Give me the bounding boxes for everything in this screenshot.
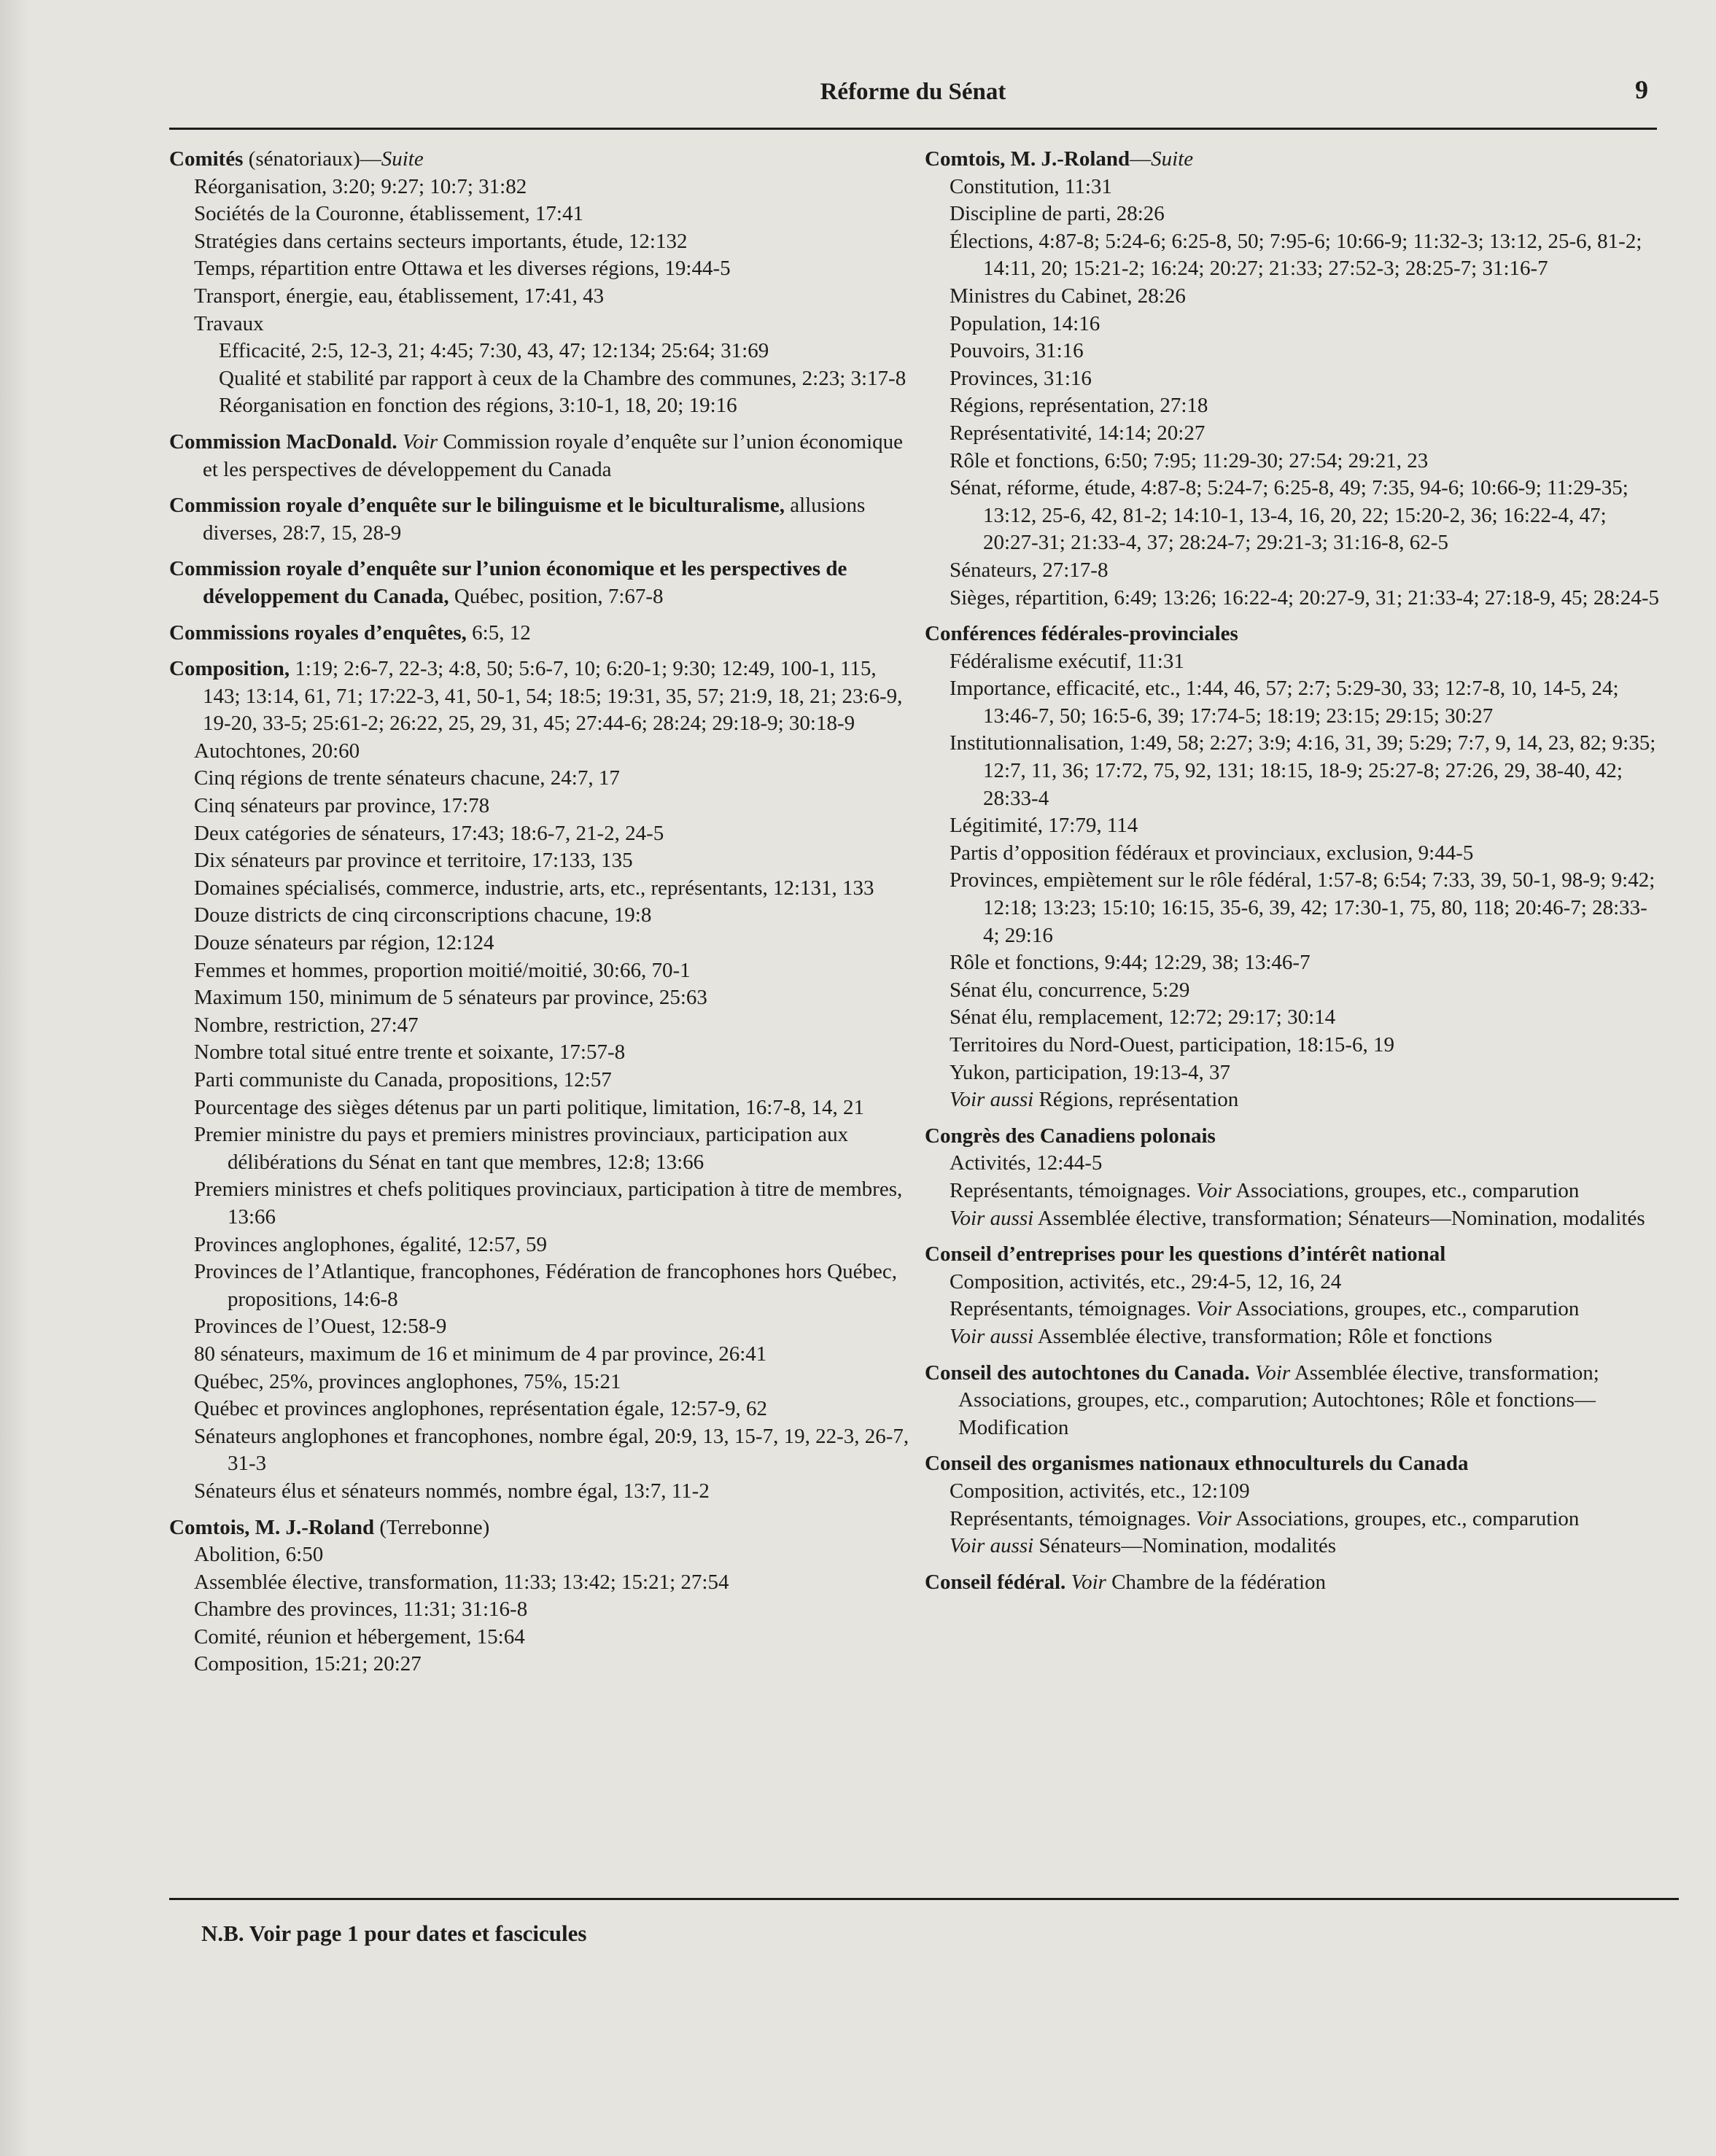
subentry: [925, 174, 1661, 201]
subentry: [169, 957, 913, 985]
entry-heading: [169, 429, 913, 483]
subentry: [169, 365, 913, 393]
subentry-text: Douze districts de cinq circonscriptions chacune, 19:8: [194, 903, 652, 927]
subentry: [925, 1296, 1661, 1323]
subentry: [925, 812, 1661, 840]
subentry: [169, 1258, 913, 1313]
subentry: [169, 984, 913, 1012]
subentry-text: Représentants, témoignages.: [950, 1178, 1197, 1202]
entry-heading-term: Conseil des autochtones du Canada.: [925, 1361, 1250, 1385]
subentry: [169, 1596, 913, 1624]
subentry-text: Parti communiste du Canada, propositions, 12:57: [194, 1068, 612, 1091]
subentry-text: Provinces, empiètement sur le rôle fédéral, 1:57-8; 6:54; 7:33, 39, 50-1, 98-9; 9:42; 12:18; 13:23; 15:10; 16:15, 35-6, 39, 42; 17:30-1, 75, 80, 118; 20:46-7; 28:33-4; 29:16: [950, 868, 1655, 947]
subentry-text: Réorganisation, 3:20; 9:27; 10:7; 31:82: [194, 174, 527, 198]
subentry-text: Dix sénateurs par province et territoire, 17:133, 135: [194, 849, 633, 873]
entry-heading-text: 1:19; 2:6-7, 22-3; 4:8, 50; 5:6-7, 10; 6:20-1; 9:30; 12:49, 100-1, 115, 143; 13:14, 61, 71; 17:22-3, 41, 50-1, 54; 18:5; 19:31, 35, 57; 21:9, 18, 21; 23:6-9, 19-20, 33-5; 25:61-2; 26:22, 25, 29, 31, 45; 27:44-6; 28:24; 29:18-9; 30:18-9: [203, 657, 903, 736]
index-entry: [169, 146, 913, 420]
subentry: [925, 365, 1661, 393]
entry-heading: [169, 492, 913, 547]
page-title: Réforme du Sénat: [820, 79, 1006, 105]
subentry: [925, 730, 1661, 812]
subentry: [925, 1150, 1661, 1178]
index-entry: [925, 1450, 1661, 1560]
subentry-text: Comité, réunion et hébergement, 15:64: [194, 1624, 525, 1649]
index-entry: [925, 1360, 1661, 1442]
subentry: [925, 977, 1661, 1005]
subentry-text: Fédéralisme exécutif, 11:31: [950, 649, 1184, 673]
entry-heading-term: Conseil fédéral.: [925, 1570, 1066, 1594]
subentry-text: Représentants, témoignages.: [950, 1506, 1197, 1530]
subentry-text: Composition, activités, etc., 12:109: [950, 1479, 1250, 1503]
subentry: [169, 1176, 913, 1231]
subentry: [169, 820, 913, 848]
subentry: [169, 1341, 913, 1369]
subentry-text: Représentants, témoignages.: [950, 1297, 1197, 1321]
subentry: [925, 675, 1661, 730]
subentry-text: Sénateurs—Nomination, modalités: [1033, 1534, 1337, 1558]
page-number: 9: [1635, 75, 1648, 104]
subentry-text: Constitution, 11:31: [950, 174, 1112, 198]
subentry: [925, 311, 1661, 338]
subentry-text: 80 sénateurs, maximum de 16 et minimum de 4 par province, 26:41: [194, 1342, 767, 1366]
subentry-text: Institutionnalisation, 1:49, 58; 2:27; 3:9; 4:16, 31, 39; 5:29; 7:7, 9, 14, 23, 82; 9:35; 12:7, 11, 36; 17:72, 75, 92, 131; 18:15, 18-9; 25:27-8; 27:26, 29, 38-40, 42; 28:33-4: [950, 731, 1656, 810]
subentry: [925, 585, 1661, 612]
subentry: [925, 1269, 1661, 1296]
subentry: [925, 557, 1661, 585]
subentry-text: Yukon, participation, 19:13-4, 37: [950, 1060, 1231, 1084]
subentry: [169, 765, 913, 793]
entry-heading-text: allusions diverses, 28:7, 15, 28-9: [203, 494, 866, 545]
subentry-text: Pouvoirs, 31:16: [950, 339, 1084, 363]
subentry: [169, 1121, 913, 1176]
subentry-text: Québec et provinces anglophones, représentation égale, 12:57-9, 62: [194, 1397, 767, 1421]
entry-heading: [925, 1360, 1661, 1442]
subentry-text: Provinces anglophones, égalité, 12:57, 59: [194, 1232, 548, 1256]
cross-reference-label: Voir: [1196, 1506, 1232, 1530]
subentry: [925, 1205, 1661, 1233]
subentry: [169, 1067, 913, 1094]
entry-heading-term: Comtois, M. J.-Roland: [169, 1515, 375, 1539]
subentry: [169, 1478, 913, 1506]
cross-reference-label: Voir: [1196, 1178, 1232, 1202]
subentry-text: Domaines spécialisés, commerce, industrie, arts, etc., représentants, 12:131, 133: [194, 876, 874, 900]
entry-heading-term: Comités: [169, 147, 244, 171]
subentry: [169, 1651, 913, 1678]
subentry-text: Discipline de parti, 28:26: [950, 202, 1165, 226]
subentry: [169, 902, 913, 930]
cross-reference-label: Voir aussi: [950, 1324, 1034, 1348]
subentry-text: Population, 14:16: [950, 311, 1100, 335]
entry-heading: [925, 620, 1661, 648]
subentry-text: Associations, groupes, etc., comparution: [1231, 1178, 1580, 1202]
subentry: [169, 392, 913, 420]
cross-reference-label: Voir aussi: [950, 1088, 1034, 1112]
subentry: [925, 840, 1661, 868]
subentry: [925, 1506, 1661, 1533]
entry-heading-term: Commission royale d’enquête sur le bilinguisme et le biculturalisme,: [169, 494, 785, 518]
entry-heading: [925, 1450, 1661, 1478]
index-entry: [925, 1569, 1661, 1597]
page-binding-shadow: [0, 0, 29, 2156]
subentry: [169, 930, 913, 957]
subentry: [925, 1178, 1661, 1205]
subentry-text: Transport, énergie, eau, établissement, 17:41, 43: [194, 284, 605, 308]
subentry: [925, 1004, 1661, 1032]
entry-heading-text: 6:5, 12: [466, 620, 531, 645]
entry-heading-term: Commissions royales d’enquêtes,: [169, 620, 467, 645]
subentry-text: Sénateurs anglophones et francophones, nombre égal, 20:9, 13, 15-7, 19, 22-3, 26-7, 31-3: [194, 1424, 909, 1476]
subentry-text: Partis d’opposition fédéraux et provinciaux, exclusion, 9:44-5: [950, 841, 1474, 865]
subentry-text: Qualité et stabilité par rapport à ceux de la Chambre des communes, 2:23; 3:17-8: [219, 366, 906, 390]
entry-heading-text: Assemblée élective, transformation; Associations, groupes, etc., comparution; Autochtones; Rôle et fonctions—Modification: [958, 1361, 1599, 1439]
entry-heading: [169, 556, 913, 610]
subentry: [925, 648, 1661, 676]
subentry: [169, 283, 913, 311]
subentry: [169, 1396, 913, 1423]
subentry-text: Chambre des provinces, 11:31; 31:16-8: [194, 1597, 528, 1622]
subentry: [925, 1323, 1661, 1351]
cross-reference-label: Voir: [1196, 1297, 1232, 1321]
subentry: [169, 1039, 913, 1067]
subentry-text: Douze sénateurs par région, 12:124: [194, 931, 494, 955]
subentry-text: Cinq régions de trente sénateurs chacune, 24:7, 17: [194, 766, 620, 790]
subentry: [169, 1423, 913, 1478]
subentry-text: Temps, répartition entre Ottawa et les diverses régions, 19:44-5: [194, 257, 731, 281]
subentry: [169, 875, 913, 903]
subentry: [169, 1094, 913, 1122]
subentry: [169, 255, 913, 283]
subentry: [169, 201, 913, 228]
subentry: [925, 1059, 1661, 1087]
cross-reference-label: Voir aussi: [950, 1206, 1034, 1230]
entry-heading: [925, 1123, 1661, 1151]
subentry-text: Sièges, répartition, 6:49; 13:26; 16:22-4; 20:27-9, 31; 21:33-4; 27:18-9, 45; 28:24-5: [950, 585, 1660, 610]
subentry-text: Sénateurs, 27:17-8: [950, 558, 1109, 582]
subentry: [169, 338, 913, 365]
subentry-text: Assemblée élective, transformation; Sénateurs—Nomination, modalités: [1033, 1206, 1645, 1230]
subentry: [169, 228, 913, 256]
subentry-text: Représentativité, 14:14; 20:27: [950, 421, 1206, 445]
subentry-text: Assemblée élective, transformation, 11:33; 13:42; 15:21; 27:54: [194, 1570, 729, 1594]
subentry-text: Composition, 15:21; 20:27: [194, 1652, 422, 1676]
subentry: [169, 1541, 913, 1569]
entry-heading-term: Conférences fédérales-provinciales: [925, 622, 1238, 646]
index-entry: [925, 1123, 1661, 1232]
entry-heading-text: Chambre de la fédération: [1106, 1570, 1327, 1594]
subentry: [925, 201, 1661, 228]
continued-label: Suite: [1151, 147, 1194, 171]
subentry: [169, 738, 913, 766]
footer-rule: [169, 1898, 1679, 1900]
subentry-text: Composition, activités, etc., 29:4-5, 12, 16, 24: [950, 1269, 1342, 1293]
subentry: [169, 311, 913, 338]
subentry: [169, 1369, 913, 1396]
subentry-text: Cinq sénateurs par province, 17:78: [194, 794, 490, 818]
entry-heading-text: (Terrebonne): [374, 1515, 490, 1539]
subentry: [169, 1012, 913, 1040]
subentry-text: Associations, groupes, etc., comparution: [1231, 1506, 1580, 1530]
subentry-text: Associations, groupes, etc., comparution: [1231, 1297, 1580, 1321]
index-entry: [169, 556, 913, 610]
index-entry: [169, 620, 913, 647]
subentry-text: Rôle et fonctions, 9:44; 12:29, 38; 13:46-7: [950, 951, 1311, 975]
subentry: [169, 1313, 913, 1341]
index-entry: [925, 620, 1661, 1114]
continued-label: Suite: [381, 147, 424, 171]
subentry-text: Provinces, 31:16: [950, 366, 1092, 390]
subentry: [169, 847, 913, 875]
subentry: [169, 1624, 913, 1651]
index-column-left: [169, 146, 913, 1687]
subentry: [925, 949, 1661, 977]
entry-heading-term: Conseil d’entreprises pour les questions d’intérêt national: [925, 1242, 1446, 1266]
subentry: [925, 867, 1661, 949]
entry-heading-text: Commission royale d’enquête sur l’union économique et les perspectives de développement du Canada: [203, 429, 904, 481]
entry-heading: [169, 655, 913, 738]
subentry-text: Légitimité, 17:79, 114: [950, 814, 1138, 838]
subentry-text: Importance, efficacité, etc., 1:44, 46, 57; 2:7; 5:29-30, 33; 12:7-8, 10, 14-5, 24; 13:46-7, 50; 16:5-6, 39; 17:74-5; 18:19; 23:15; 29:15; 30:27: [950, 677, 1619, 728]
subentry: [169, 174, 913, 201]
subentry-text: Territoires du Nord-Ouest, participation, 18:15-6, 19: [950, 1033, 1395, 1056]
subentry-text: Stratégies dans certains secteurs importants, étude, 12:132: [194, 229, 688, 253]
index-entry: [169, 1514, 913, 1679]
subentry-text: Sénat élu, concurrence, 5:29: [950, 978, 1190, 1002]
entry-heading-text: —: [1130, 147, 1152, 171]
voir-reference-label: Voir: [1071, 1570, 1106, 1594]
subentry-text: Maximum 150, minimum de 5 sénateurs par province, 25:63: [194, 986, 707, 1010]
index-entry: [169, 429, 913, 483]
subentry-text: Réorganisation en fonction des régions, 3:10-1, 18, 20; 19:16: [219, 394, 737, 418]
subentry: [925, 1086, 1661, 1114]
page-header: [169, 75, 1657, 130]
entry-heading-term: Comtois, M. J.-Roland: [925, 147, 1130, 171]
subentry-text: Régions, représentation: [1033, 1088, 1239, 1112]
index-entry: [925, 1241, 1661, 1350]
entry-heading: [925, 1241, 1661, 1269]
subentry: [925, 392, 1661, 420]
subentry-text: Femmes et hommes, proportion moitié/moitié, 30:66, 70-1: [194, 958, 691, 982]
entry-heading: [925, 146, 1661, 174]
subentry-text: Premier ministre du pays et premiers ministres provinciaux, participation aux délibérations du Sénat en tant que membres, 12:8; 13:66: [194, 1123, 849, 1174]
entry-heading-term: Conseil des organismes nationaux ethnoculturels du Canada: [925, 1452, 1469, 1476]
subentry-text: Sénat, réforme, étude, 4:87-8; 5:24-7; 6:25-8, 49; 7:35, 94-6; 10:66-9; 11:29-35; 13:12, 25-6, 42, 81-2; 14:10-1, 13-4, 16, 20, 22; 15:20-2, 36; 16:22-4, 47; 20:27-31; 21:33-4, 37; 28:24-7; 29:21-3; 31:16-8, 62-5: [950, 476, 1628, 555]
subentry-text: Sénat élu, remplacement, 12:72; 29:17; 30:14: [950, 1005, 1336, 1030]
subentry-text: Deux catégories de sénateurs, 17:43; 18:6-7, 21-2, 24-5: [194, 821, 664, 845]
entry-heading-term: Composition,: [169, 657, 290, 681]
footer-note: N.B. Voir page 1 pour dates et fascicules: [201, 1920, 587, 1946]
subentry-text: Provinces de l’Ouest, 12:58-9: [194, 1315, 447, 1339]
voir-reference-label: Voir: [402, 429, 438, 454]
subentry-text: Provinces de l’Atlantique, francophones, Fédération de francophones hors Québec, propositions, 14:6-8: [194, 1260, 897, 1311]
subentry: [925, 1533, 1661, 1560]
index-entry: [925, 146, 1661, 612]
voir-reference-label: Voir: [1254, 1361, 1291, 1385]
subentry-text: Sociétés de la Couronne, établissement, 17:41: [194, 202, 583, 226]
subentry-text: Régions, représentation, 27:18: [950, 394, 1208, 418]
subentry: [925, 448, 1661, 475]
entry-heading: [169, 1514, 913, 1542]
cross-reference-label: Voir aussi: [950, 1534, 1034, 1558]
subentry-text: Autochtones, 20:60: [194, 739, 360, 763]
subentry: [925, 1478, 1661, 1506]
subentry: [169, 793, 913, 820]
subentry-text: Québec, 25%, provinces anglophones, 75%, 15:21: [194, 1369, 621, 1393]
entry-heading-text: (sénatoriaux)—: [243, 147, 381, 171]
subentry-text: Rôle et fonctions, 6:50; 7:95; 11:29-30; 27:54; 29:21, 23: [950, 448, 1429, 472]
subentry-text: Travaux: [194, 311, 264, 335]
subentry: [169, 1569, 913, 1597]
subentry-text: Pourcentage des sièges détenus par un parti politique, limitation, 16:7-8, 14, 21: [194, 1095, 864, 1119]
index-entry: [169, 492, 913, 547]
subentry-text: Efficacité, 2:5, 12-3, 21; 4:45; 7:30, 43, 47; 12:134; 25:64; 31:69: [219, 339, 769, 363]
entry-heading-text: Québec, position, 7:67-8: [449, 584, 664, 608]
subentry-text: Élections, 4:87-8; 5:24-6; 6:25-8, 50; 7:95-6; 10:66-9; 11:32-3; 13:12, 25-6, 81-2; 14:11, 20; 15:21-2; 16:24; 20:27; 21:33; 27:52-3; 28:25-7; 31:16-7: [950, 229, 1642, 281]
subentry-text: Sénateurs élus et sénateurs nommés, nombre égal, 13:7, 11-2: [194, 1479, 710, 1503]
header-rule: [169, 128, 1657, 130]
entry-heading-term: Commission MacDonald.: [169, 429, 397, 454]
subentry-text: Premiers ministres et chefs politiques provinciaux, participation à titre de membres, 13:66: [194, 1178, 903, 1229]
subentry: [925, 228, 1661, 283]
entry-heading-term: Congrès des Canadiens polonais: [925, 1124, 1216, 1148]
subentry: [169, 1231, 913, 1259]
subentry: [925, 420, 1661, 448]
subentry: [925, 283, 1661, 311]
subentry-text: Ministres du Cabinet, 28:26: [950, 284, 1186, 308]
subentry-text: Nombre total situé entre trente et soixante, 17:57-8: [194, 1040, 626, 1065]
entry-heading: [169, 146, 913, 174]
subentry-text: Activités, 12:44-5: [950, 1151, 1103, 1175]
subentry-text: Assemblée élective, transformation; Rôle et fonctions: [1033, 1324, 1493, 1348]
subentry-text: Abolition, 6:50: [194, 1543, 324, 1567]
index-column-right: [925, 146, 1661, 1605]
subentry-text: Nombre, restriction, 27:47: [194, 1013, 419, 1037]
entry-heading-term: Commission royale d’enquête sur l’union économique et les perspectives de développement du Canada,: [169, 557, 847, 608]
subentry: [925, 338, 1661, 365]
index-entry: [169, 655, 913, 1505]
entry-heading: [169, 620, 913, 647]
subentry: [925, 475, 1661, 557]
entry-heading: [925, 1569, 1661, 1597]
subentry: [925, 1032, 1661, 1059]
